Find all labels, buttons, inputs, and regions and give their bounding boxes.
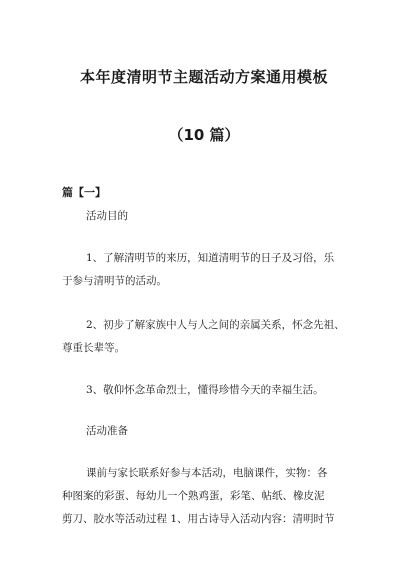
paragraph-line: 2、初步了解家族中人与人之间的亲属关系，怀念先祖、 bbox=[86, 319, 345, 331]
paragraph-line: 1、了解清明节的来历，知道清明节的日子及习俗，乐 bbox=[86, 252, 335, 264]
paragraph-line: 剪刀、胶水等活动过程 1、用古诗导入活动内容：清明时节 bbox=[62, 513, 335, 525]
paragraph-line: 3、敬仰怀念革命烈士，懂得珍惜今天的幸福生活。 bbox=[86, 384, 324, 396]
paragraph-line: 种图案的彩蛋、每幼儿一个熟鸡蛋，彩笔、帖纸、橡皮泥 bbox=[62, 490, 325, 502]
document-title: 本年度清明节主题活动方案通用模板 bbox=[79, 68, 328, 86]
paragraph-line: 课前与家长联系好参与本活动，电脑课件，实物：各 bbox=[86, 467, 328, 479]
paragraph-line: 于参与清明节的活动。 bbox=[62, 275, 167, 287]
section-heading: 篇【一】 bbox=[62, 186, 106, 199]
paragraph-label-preparation: 活动准备 bbox=[86, 425, 128, 437]
paragraph-line: 尊重长辈等。 bbox=[62, 342, 125, 354]
document-subtitle: （10 篇） bbox=[168, 126, 240, 144]
paragraph-label-purpose: 活动目的 bbox=[86, 210, 128, 222]
